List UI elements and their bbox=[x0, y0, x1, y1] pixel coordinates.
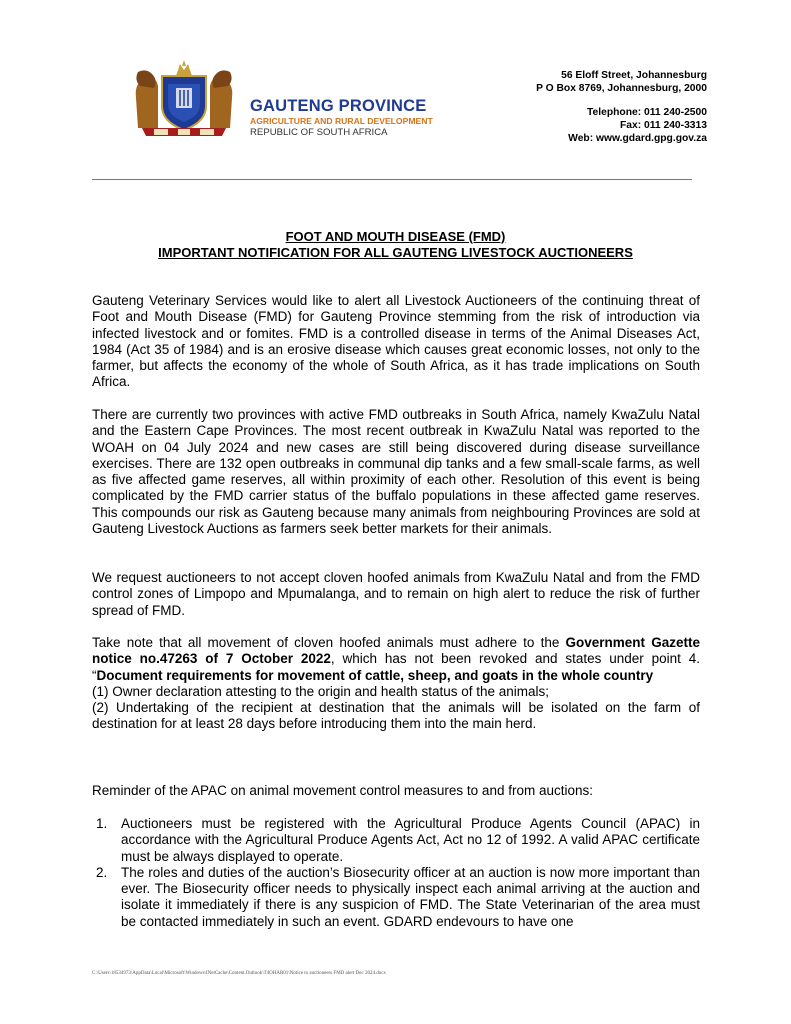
telephone: Telephone: 011 240-2500 bbox=[586, 107, 707, 118]
org-name: GAUTENG PROVINCE bbox=[250, 97, 427, 115]
paragraph-gazette bbox=[92, 635, 700, 733]
requirement-1: (1) Owner declaration attesting to the origin and health status of the animals; bbox=[92, 683, 550, 699]
list-item bbox=[96, 865, 700, 930]
website: Web: www.gdard.gpg.gov.za bbox=[568, 133, 707, 144]
list-item bbox=[96, 816, 700, 865]
address-line-1: 56 Eloff Street, Johannesburg bbox=[561, 70, 707, 81]
apac-measures-list bbox=[96, 816, 700, 930]
list-item-text: The roles and duties of the auction’s Biosecurity officer at an auction is now more important than ever. The Biosecurity officer needs to physically inspect each animal arriving at the auction and isolate it immediately if there is any suspicion of FMD. The State Veterinarian of the area must be contacted immediately in such an event. GDARD endevours to have one bbox=[121, 864, 700, 929]
header-divider bbox=[92, 179, 692, 180]
list-item-text: Auctioneers must be registered with the Agricultural Produce Agents Council (APAC) in accordance with the Agricultural Produce Agents Act, Act no 12 of 1992. A valid APAC certificate must be always displayed to operate. bbox=[121, 816, 700, 864]
paragraph-request: We request auctioneers to not accept cloven hoofed animals from KwaZulu Natal and from the FMD control zones of Limpopo and Mpumalanga, and to remain on high alert to reduce the risk of further spread of FMD. bbox=[92, 570, 700, 618]
requirement-2: (2) Undertaking of the recipient at destination that the animals will be isolated on the farm of destination for at least 28 days before introducing them into the main herd. bbox=[92, 700, 700, 732]
notice-title: FOOT AND MOUTH DISEASE (FMD) bbox=[285, 229, 506, 244]
list-item-number: 2. bbox=[96, 864, 108, 880]
notice-subtitle: IMPORTANT NOTIFICATION FOR ALL GAUTENG LIVESTOCK AUCTIONEERS bbox=[158, 245, 633, 260]
gazette-notice: Government Gazette notice no.47263 of 7 October 2022 bbox=[92, 635, 700, 667]
list-item-number: 1. bbox=[96, 816, 108, 831]
gazette-text-1: Take note that all movement of cloven hoofed animals must adhere to the bbox=[92, 635, 566, 650]
reminder-heading: Reminder of the APAC on animal movement control measures to and from auctions: bbox=[92, 783, 593, 798]
org-country: REPUBLIC OF SOUTH AFRICA bbox=[250, 127, 388, 138]
gauteng-coat-of-arms-logo bbox=[128, 58, 240, 138]
address-line-2: P O Box 8769, Johannesburg, 2000 bbox=[536, 83, 707, 94]
fax: Fax: 011 240-3313 bbox=[619, 120, 707, 131]
paragraph-threat: Gauteng Veterinary Services would like to alert all Livestock Auctioneers of the continuing threat of Foot and Mouth Disease (FMD) for Gauteng Province stemming from the risk of introduction via infected livestock and or fomites. FMD is a controlled disease in terms of the Animal Diseases Act, 1984 (Act 35 of 1984) and is an erosive disease which causes great economic losses, not only to the farmer, but affects the economy of the whole of South Africa, as it has trade implications on South Africa. bbox=[92, 293, 700, 390]
document-requirements-heading: Document requirements for movement of cattle, sheep, and goats in the whole country bbox=[96, 667, 654, 683]
org-department: AGRICULTURE AND RURAL DEVELOPMENT bbox=[250, 116, 433, 126]
footer-file-path: C:\Users\18534973\AppData\Local\Microsoft\Windows\INetCache\Content.Outlook\T4OHAR01\Notice to auctioneers FMD alert Dec 2024.docx bbox=[92, 971, 386, 976]
paragraph-outbreaks: There are currently two provinces with active FMD outbreaks in South Africa, namely KwaZulu Natal and the Eastern Cape Provinces. The most recent outbreak in KwaZulu Natal was reported to the WOAH on 04 July 2024 and new cases are still being discovered during disease surveillance exercises. There are 132 open outbreaks in communal dip tanks and a few small-scale farms, as well as five affected game reserves, all within proximity of each other. Resolution of this event is being complicated by the FMD carrier status of the buffalo populations in these affected game reserves. This compounds our risk as Gauteng because many animals from neighbouring Provinces are sold at Gauteng Livestock Auctions as farmers seek better markets for their animals. bbox=[92, 407, 700, 537]
gazette-text-2: , which has not been revoked and states under point 4. “ bbox=[92, 651, 700, 683]
